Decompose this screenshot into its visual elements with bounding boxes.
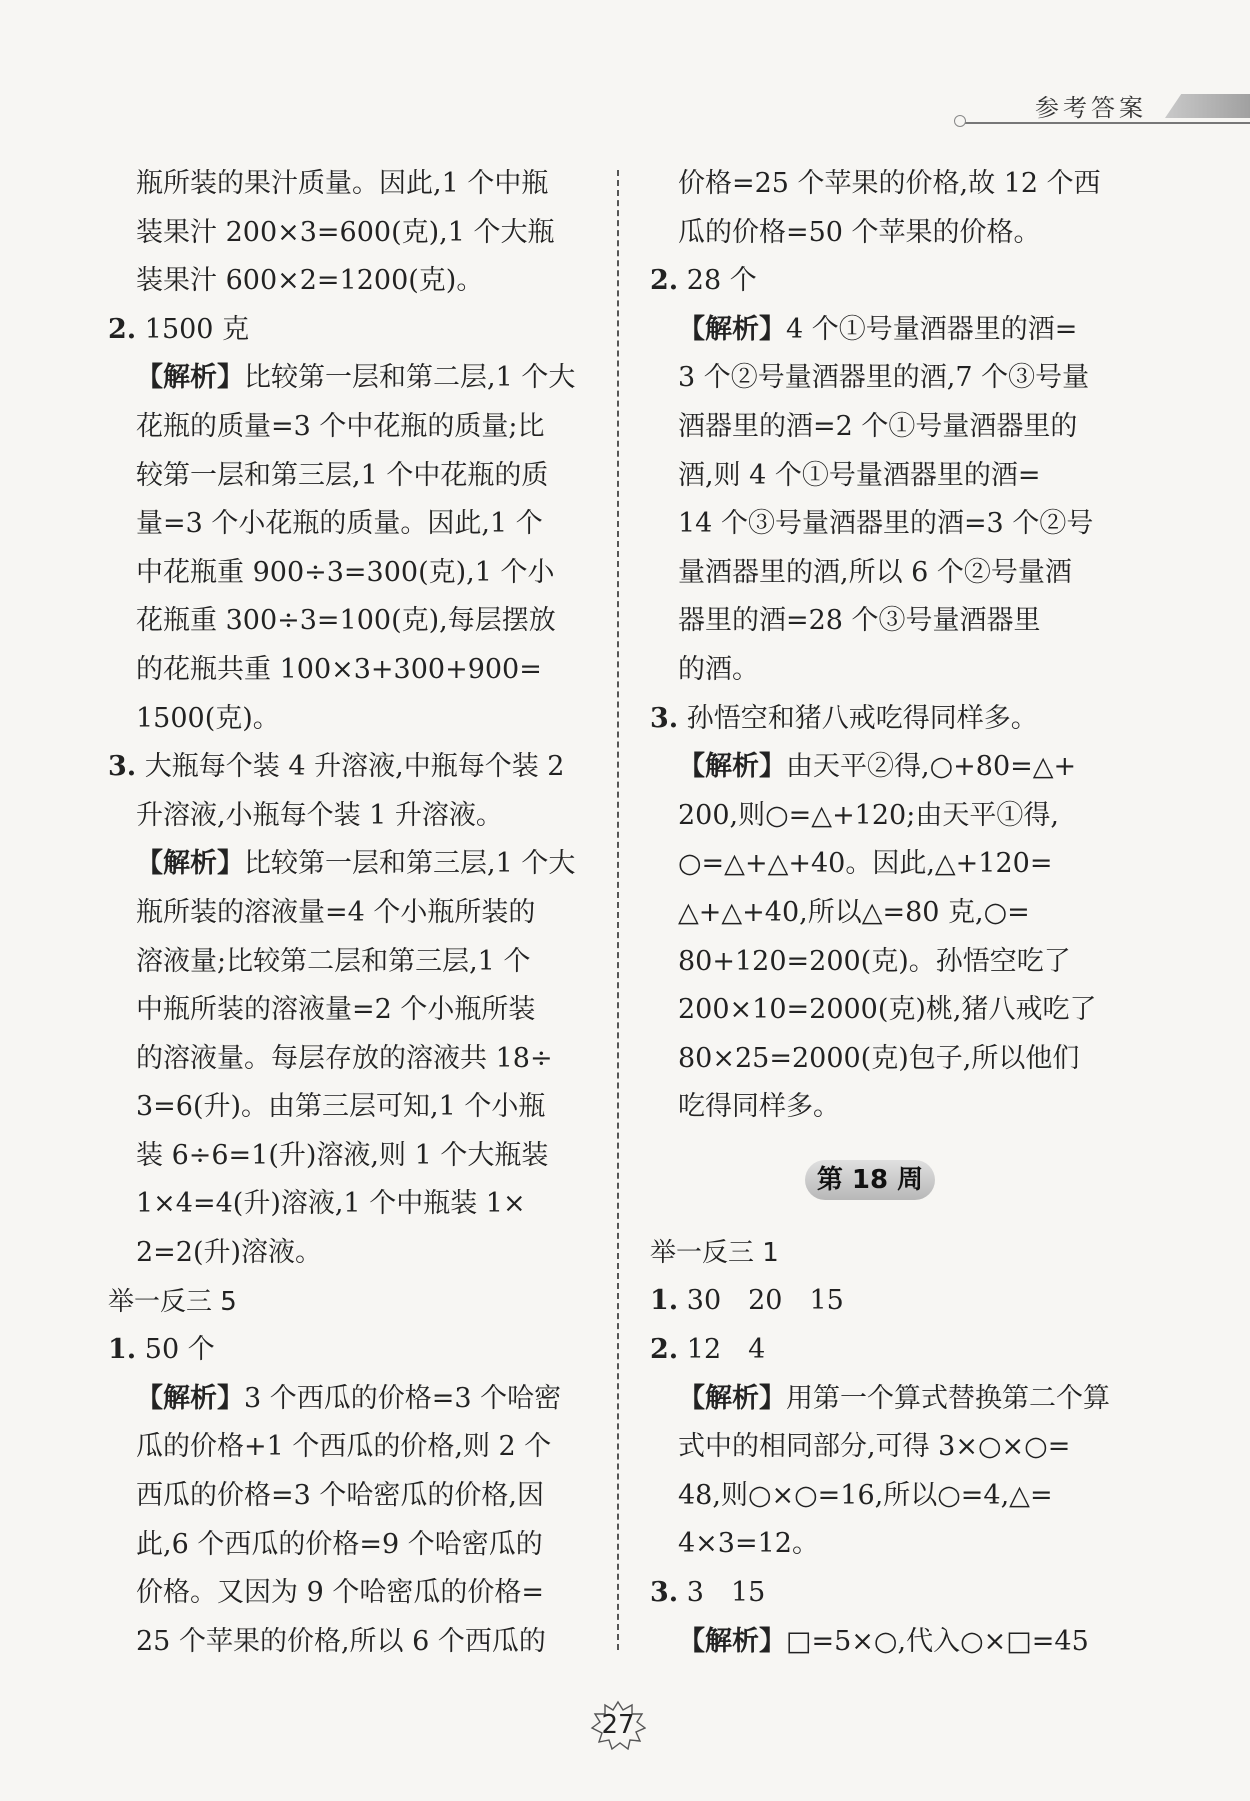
item-number: 3. [650,1577,679,1609]
item-number: 2. [650,265,679,297]
text-line [650,354,1135,403]
line-text: 溶液量;比较第二层和第三层,1 个 [136,945,531,977]
text-line [650,792,1135,841]
line-text: 瓜的价格+1 个西瓜的价格,则 2 个 [136,1431,552,1463]
line-text: 用第一个算式替换第二个算 [786,1382,1110,1414]
line-text: 瓶所装的溶液量=4 个小瓶所装的 [136,896,536,928]
line-text: 2=2(升)溶液。 [136,1237,323,1269]
text-line [108,938,588,987]
text-line [108,889,588,938]
line-text: 3 15 [678,1577,766,1609]
line-text: 孙悟空和猪八戒吃得同样多。 [678,702,1038,734]
text-line [108,597,588,646]
line-text: △+△+40,所以△=80 克,○= [678,896,1030,928]
line-text: 14 个③号量酒器里的酒=3 个②号 [678,508,1094,540]
text-line [108,403,588,452]
text-line [650,403,1135,452]
text-line [650,1035,1135,1084]
line-text: 30 20 15 [678,1285,844,1317]
line-text: 花瓶重 300÷3=100(克),每层摆放 [136,605,556,637]
line-text: 4 个①号量酒器里的酒= [786,313,1078,345]
text-line [650,1083,1135,1132]
text-line [108,257,588,306]
line-text: 器里的酒=28 个③号量酒器里 [678,605,1041,637]
line-text: 的溶液量。每层存放的溶液共 18÷ [136,1042,553,1074]
section-heading: 举一反三 5 [108,1286,237,1317]
line-text: 48,则○×○=16,所以○=4,△= [678,1479,1053,1511]
text-line [108,1569,588,1618]
item-number: 3. [108,751,137,783]
analysis-tag: 【解析】 [136,848,244,880]
line-text: 升溶液,小瓶每个装 1 升溶液。 [136,799,503,831]
analysis-line [650,1618,1135,1667]
text-line [650,597,1135,646]
answer-item [650,1326,1135,1375]
line-text: ○=△+△+40。因此,△+120= [678,848,1053,880]
answer-item [650,1569,1135,1618]
line-text: 25 个苹果的价格,所以 6 个西瓜的 [136,1625,546,1657]
analysis-tag: 【解析】 [678,313,786,345]
text-line [108,160,588,209]
line-text: 量酒器里的酒,所以 6 个②号量酒 [678,556,1072,588]
line-text: 80×25=2000(克)包子,所以他们 [678,1042,1080,1074]
text-line [108,1083,588,1132]
line-text: 酒器里的酒=2 个①号量酒器里的 [678,410,1078,442]
week-heading [650,1132,1135,1229]
line-text: 比较第一层和第二层,1 个大 [244,362,576,394]
right-column [650,160,1135,1666]
text-line [108,1423,588,1472]
text-line [108,1180,588,1229]
line-text: 3 个西瓜的价格=3 个哈密 [244,1382,562,1414]
text-line [650,549,1135,598]
text-line [650,209,1135,258]
text-line [108,500,588,549]
text-line [650,1423,1135,1472]
item-number: 2. [650,1334,679,1366]
left-column [108,160,588,1666]
analysis-tag: 【解析】 [678,1625,786,1657]
analysis-tag: 【解析】 [136,1382,244,1414]
analysis-line [108,354,588,403]
analysis-line [108,1375,588,1424]
text-line [108,1229,588,1278]
header-circle-icon [954,115,966,127]
line-text: 200×10=2000(克)桃,猪八戒吃了 [678,994,1097,1026]
answer-item [650,257,1135,306]
analysis-line [650,743,1135,792]
header-title: 参考答案 [1035,94,1147,122]
line-text: 价格。又因为 9 个哈密瓜的价格= [136,1577,544,1609]
text-line [650,160,1135,209]
header-decoration-bar [1165,94,1250,118]
line-text: 较第一层和第三层,1 个中花瓶的质 [136,459,549,491]
line-text: 50 个 [136,1334,215,1366]
line-text: 酒,则 4 个①号量酒器里的酒= [678,459,1041,491]
text-line [108,1618,588,1667]
answer-item [108,743,588,792]
text-line [650,840,1135,889]
text-line [108,1521,588,1570]
column-divider [617,170,619,1650]
page-number-text: 27 [601,1710,635,1740]
line-text: 的酒。 [678,653,759,685]
line-text: 式中的相同部分,可得 3×○×○= [678,1431,1071,1463]
line-text: 28 个 [678,265,757,297]
line-text: 装 6÷6=1(升)溶液,则 1 个大瓶装 [136,1139,549,1171]
text-line [108,1132,588,1181]
text-line [108,695,588,744]
item-number: 1. [108,1334,137,1366]
text-line [108,646,588,695]
text-line [108,1472,588,1521]
line-text: 价格=25 个苹果的价格,故 12 个西 [678,168,1101,199]
line-text: 3=6(升)。由第三层可知,1 个小瓶 [136,1091,546,1123]
line-text: 装果汁 200×3=600(克),1 个大瓶 [136,216,555,248]
line-text: 比较第一层和第三层,1 个大 [244,848,576,880]
text-line [650,646,1135,695]
line-text: 中瓶所装的溶液量=2 个小瓶所装 [136,994,536,1026]
analysis-tag: 【解析】 [678,1382,786,1414]
line-text: 3 个②号量酒器里的酒,7 个③号量 [678,362,1090,394]
line-text: 大瓶每个装 4 升溶液,中瓶每个装 2 [136,751,565,783]
line-text: 此,6 个西瓜的价格=9 个哈密瓜的 [136,1528,543,1560]
text-line [650,500,1135,549]
line-text: 12 4 [678,1334,766,1366]
text-line [108,792,588,841]
line-text: 的花瓶共重 100×3+300+900= [136,653,542,685]
analysis-tag: 【解析】 [678,751,786,783]
answer-item [650,1277,1135,1326]
page-header [960,88,1250,128]
text-line [650,938,1135,987]
line-text: 瓜的价格=50 个苹果的价格。 [678,216,1041,248]
section-heading: 举一反三 1 [650,1237,779,1268]
text-line [108,549,588,598]
analysis-line [650,1375,1135,1424]
text-line [650,452,1135,501]
text-line [108,209,588,258]
item-number: 3. [650,702,679,734]
line-text: 量=3 个小花瓶的质量。因此,1 个 [136,508,543,540]
text-line [650,1472,1135,1521]
line-text: 由天平②得,○+80=△+ [786,751,1077,783]
text-line [108,1035,588,1084]
line-text: 中花瓶重 900÷3=300(克),1 个小 [136,556,555,588]
answer-item [108,306,588,355]
analysis-tag: 【解析】 [136,362,244,394]
page-number [590,1700,646,1750]
line-text: 西瓜的价格=3 个哈密瓜的价格,因 [136,1480,544,1512]
line-text: 80+120=200(克)。孙悟空吃了 [678,945,1071,977]
line-text: 吃得同样多。 [678,1091,840,1123]
analysis-line [650,306,1135,355]
line-text: 200,则○=△+120;由天平①得, [678,799,1059,831]
line-text: 1500(克)。 [136,702,280,734]
text-line [108,452,588,501]
answer-item [650,695,1135,744]
line-text: □=5×○,代入○×□=45 [786,1625,1089,1657]
line-text: 装果汁 600×2=1200(克)。 [136,265,484,297]
text-line [650,986,1135,1035]
line-text: 花瓶的质量=3 个中花瓶的质量;比 [136,410,545,442]
week-badge: 第 18 周 [805,1160,935,1200]
analysis-line [108,840,588,889]
item-number: 2. [108,313,137,345]
text-line [108,986,588,1035]
line-text: 1×4=4(升)溶液,1 个中瓶装 1× [136,1188,526,1220]
line-text: 瓶所装的果汁质量。因此,1 个中瓶 [136,168,549,199]
line-text: 4×3=12。 [678,1528,819,1560]
text-line [650,1520,1135,1569]
line-text: 1500 克 [136,313,250,345]
answer-item [108,1326,588,1375]
item-number: 1. [650,1285,679,1317]
text-line [650,889,1135,938]
